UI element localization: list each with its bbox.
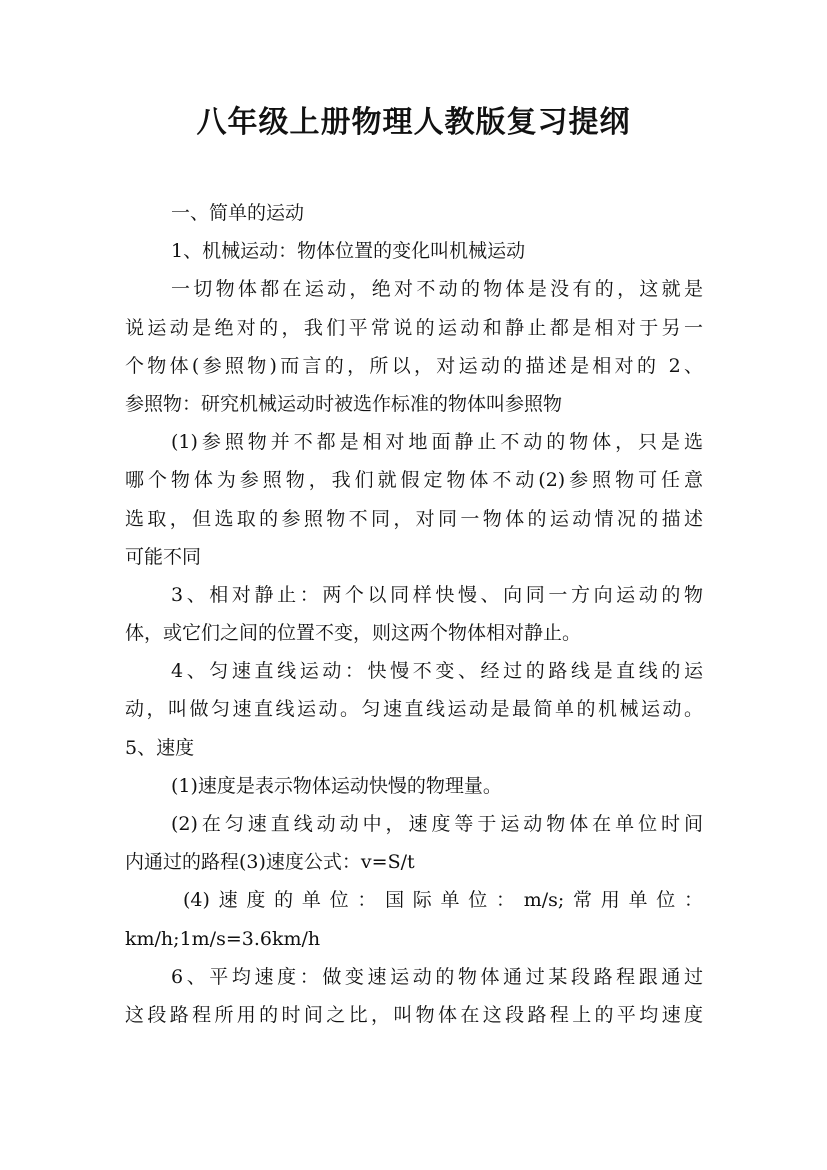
text-line: 5、速度	[125, 736, 195, 759]
text-line: 6、平均速度：做变速运动的物体通过某段路程跟通过	[171, 965, 703, 988]
text-line: 可能不同	[125, 545, 202, 568]
text-line: km/h;1m/s=3.6km/h	[125, 927, 321, 950]
document-title: 八年级上册物理人教版复习提纲	[196, 105, 631, 140]
text-line: (2)在匀速直线动动中，速度等于运动物体在单位时间	[171, 813, 703, 835]
text-line: 3、相对静止：两个以同样快慢、向同一方向运动的物	[171, 583, 703, 606]
text-line: 一切物体都在运动，绝对不动的物体是没有的，这就是	[171, 278, 703, 301]
text-line: 这段路程所用的时间之比，叫物体在这段路程上的平均速度	[125, 1003, 703, 1026]
document-body	[125, 194, 703, 1034]
text-line: 参照物：研究机械运动时被选作标准的物体叫参照物	[125, 392, 563, 415]
text-line: (1)参照物并不都是相对地面静止不动的物体，只是选	[171, 431, 703, 454]
text-line: 哪个物体为参照物，我们就假定物体不动(2)参照物可任意	[125, 469, 703, 492]
text-line: 说运动是绝对的，我们平常说的运动和静止都是相对于另一	[125, 316, 703, 339]
text-line: 1、机械运动：物体位置的变化叫机械运动	[171, 240, 526, 263]
text-line: 一、简单的运动	[171, 202, 305, 224]
text-line: 体，或它们之间的位置不变，则这两个物体相对静止。	[125, 622, 582, 645]
text-line: 4、匀速直线运动：快慢不变、经过的路线是直线的运	[171, 660, 703, 683]
text-line: 内通过的路程(3)速度公式：v=S/t	[125, 851, 415, 874]
text-line: 个物体(参照物)而言的，所以，对运动的描述是相对的 2、	[125, 354, 703, 377]
text-line: (4)速度的单位：国际单位：m/s;常用单位：	[183, 889, 703, 912]
text-line: (1)速度是表示物体运动快慢的物理量。	[171, 774, 502, 797]
text-line: 动，叫做匀速直线运动。匀速直线运动是最简单的机械运动。	[125, 698, 703, 721]
text-line: 选取，但选取的参照物不同，对同一物体的运动情况的描述	[125, 507, 703, 530]
